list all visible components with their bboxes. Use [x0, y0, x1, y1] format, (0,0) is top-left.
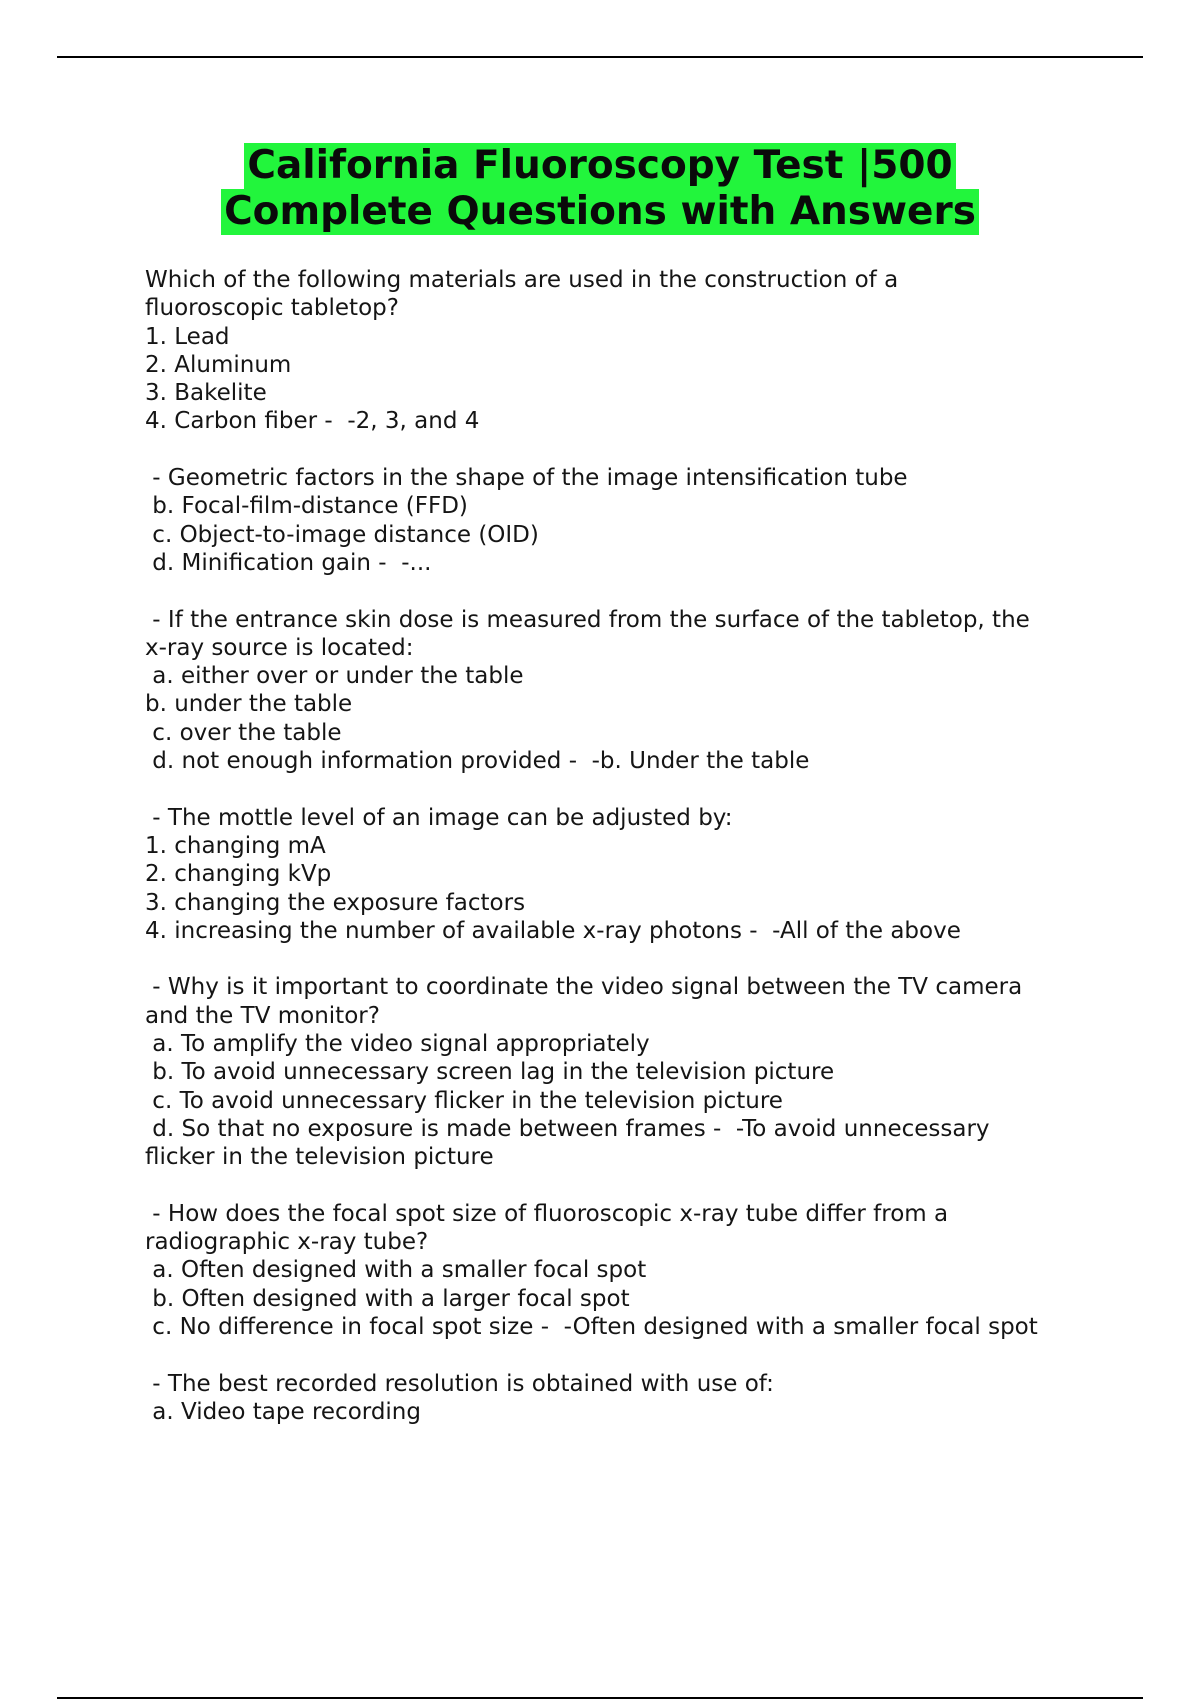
title-line-2: Complete Questions with Answers: [221, 189, 979, 235]
answer-line: flicker in the television picture: [145, 1144, 494, 1171]
option-line: 1. Lead: [145, 323, 230, 350]
question-line: - How does the focal spot size of fluoroscopic x-ray tube differ from a: [145, 1200, 949, 1227]
option-line: b. To avoid unnecessary screen lag in the television picture: [145, 1059, 835, 1086]
question-line: fluoroscopic tabletop?: [145, 295, 399, 322]
option-line: 2. Aluminum: [145, 351, 292, 378]
option-line: a. either over or under the table: [145, 663, 524, 690]
question-block: [145, 606, 1145, 776]
question-block: [145, 804, 1145, 945]
option-line: 1. changing mA: [145, 832, 326, 859]
option-line: a. Often designed with a smaller focal spot: [145, 1257, 647, 1284]
option-line: 3. changing the exposure factors: [145, 889, 526, 916]
bottom-rule: [57, 1697, 1143, 1699]
question-line: - Why is it important to coordinate the video signal between the TV camera: [145, 974, 1023, 1001]
option-answer-line: d. Minification gain - -...: [145, 549, 432, 576]
question-block: [145, 1200, 1145, 1341]
question-line: - The mottle level of an image can be adjusted by:: [145, 804, 733, 831]
option-answer-line: c. No difference in focal spot size - -Often designed with a smaller focal spot: [145, 1313, 1038, 1340]
option-answer-line: 4. Carbon fiber - -2, 3, and 4: [145, 408, 480, 435]
question-block: [145, 266, 1145, 436]
question-line: - The best recorded resolution is obtained with use of:: [145, 1370, 774, 1397]
option-answer-line: d. not enough information provided - -b. Under the table: [145, 748, 810, 775]
option-answer-line: d. So that no exposure is made between frames - -To avoid unnecessary: [145, 1115, 990, 1142]
title-line-1: California Fluoroscopy Test |500: [244, 143, 955, 189]
top-rule: [57, 56, 1143, 58]
question-line: - If the entrance skin dose is measured from the surface of the tabletop, the: [145, 606, 1030, 633]
question-block: [145, 1370, 1145, 1427]
option-line: b. Focal-film-distance (FFD): [145, 493, 468, 520]
question-block: [145, 464, 1145, 577]
option-line: c. Object-to-image distance (OID): [145, 521, 539, 548]
option-line: a. Video tape recording: [145, 1398, 421, 1425]
option-answer-line: 4. increasing the number of available x-ray photons - -All of the above: [145, 917, 961, 944]
option-line: c. over the table: [145, 719, 342, 746]
question-line: x-ray source is located:: [145, 634, 414, 661]
option-line: 2. changing kVp: [145, 861, 332, 888]
question-line: and the TV monitor?: [145, 1002, 380, 1029]
question-block: [145, 973, 1145, 1171]
option-line: a. To amplify the video signal appropriately: [145, 1031, 650, 1058]
option-line: c. To avoid unnecessary flicker in the television picture: [145, 1087, 783, 1114]
option-line: 3. Bakelite: [145, 380, 267, 407]
option-line: b. Often designed with a larger focal spot: [145, 1285, 630, 1312]
question-line: Which of the following materials are used in the construction of a: [145, 267, 899, 293]
question-line: radiographic x-ray tube?: [145, 1229, 429, 1256]
questions-body: [145, 266, 1145, 1454]
option-line: b. under the table: [145, 691, 353, 718]
question-line: - Geometric factors in the shape of the image intensification tube: [145, 465, 908, 492]
document-title: [0, 143, 1200, 235]
